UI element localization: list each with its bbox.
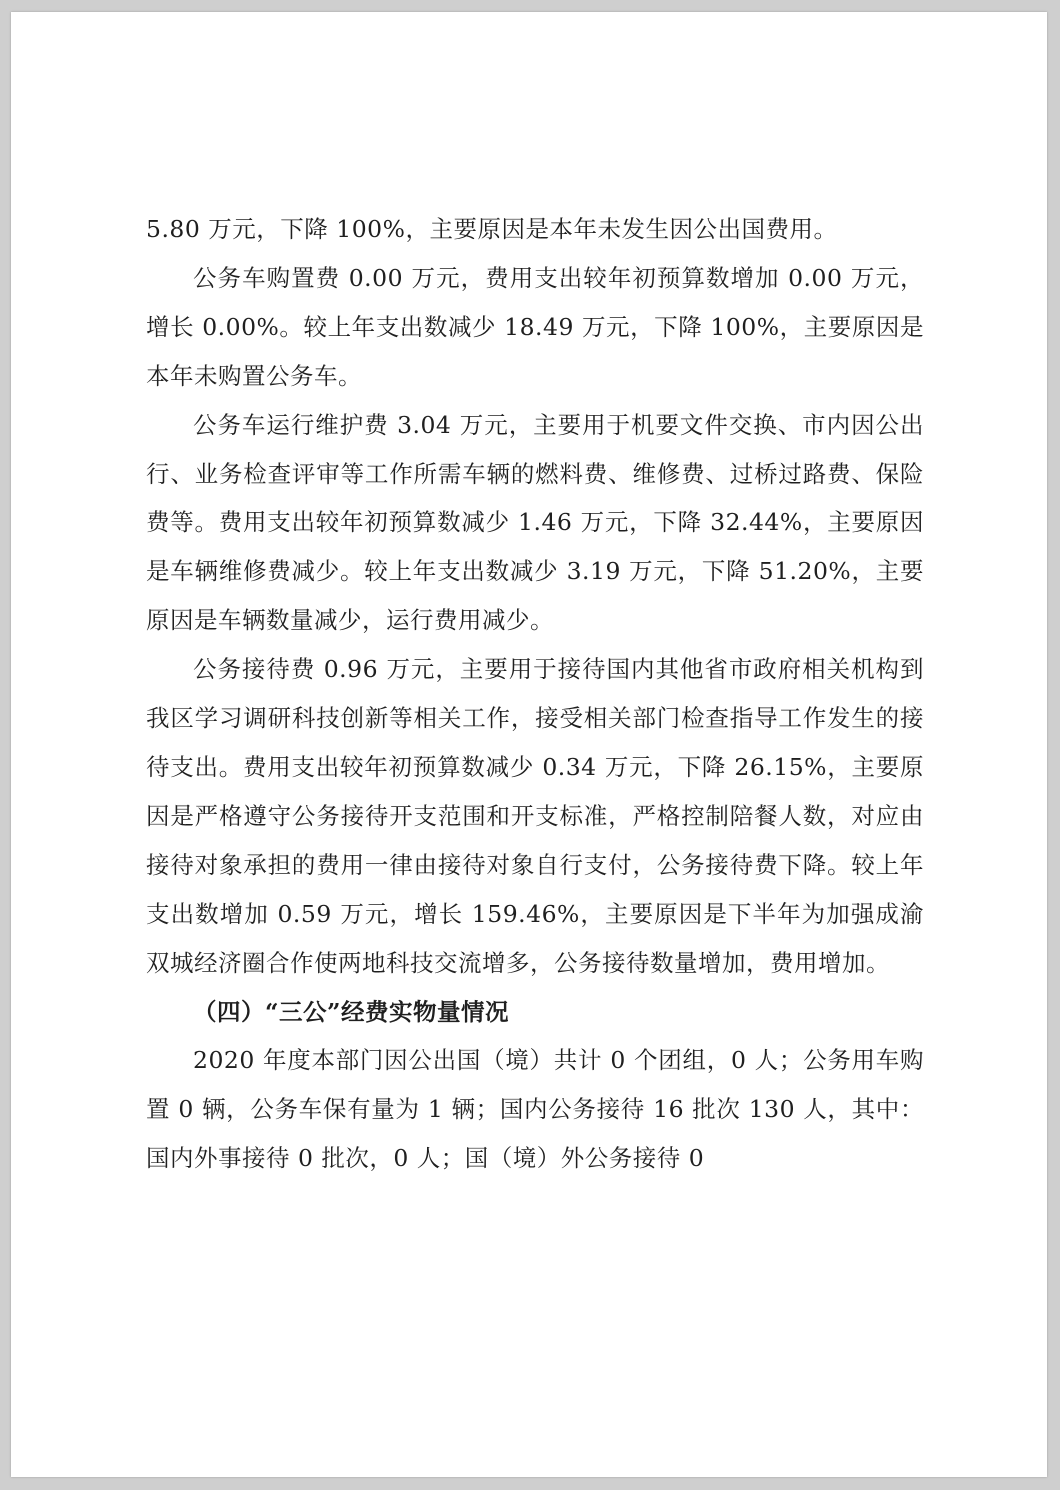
document-body <box>146 205 924 1183</box>
paragraph-vehicle-maintenance: 公务车运行维护费 3.04 万元，主要用于机要文件交换、市内因公出行、业务检查评审等工作所需车辆的燃料费、维修费、过桥过路费、保险费等。费用支出较年初预算数减少 1.46 万元，下降 32.44%，主要原因是车辆维修费减少。较上年支出数减少 3.19 万元，下降 51.20%，主要原因是车辆数量减少，运行费用减少。 <box>146 410 924 635</box>
paragraph-travel-abroad-tail: 5.80 万元，下降 100%，主要原因是本年未发生因公出国费用。 <box>146 215 838 243</box>
paragraph-physical-quantities: 2020 年度本部门因公出国（境）共计 0 个团组，0 人；公务用车购置 0 辆，公务车保有量为 1 辆；国内公务接待 16 批次 130 人，其中：国内外事接待 0 批次，0 人；国（境）外公务接待 0 <box>146 1046 924 1173</box>
paragraph-official-reception: 公务接待费 0.96 万元，主要用于接待国内其他省市政府相关机构到我区学习调研科技创新等相关工作，接受相关部门检查指导工作发生的接待支出。费用支出较年初预算数减少 0.34 万元，下降 26.15%，主要原因是严格遵守公务接待开支范围和开支标准，严格控制陪餐人数，对应由接待对象承担的费用一律由接待对象自行支付，公务接待费下降。较上年支出数增加 0.59 万元，增长 159.46%，主要原因是下半年为加强成渝双城经济圈合作使两地科技交流增多，公务接待数量增加，费用增加。 <box>146 655 924 977</box>
section-heading-physical-quantities: （四）“三公”经费实物量情况 <box>193 997 510 1026</box>
document-page <box>11 12 1047 1477</box>
paragraph-vehicle-purchase: 公务车购置费 0.00 万元，费用支出较年初预算数增加 0.00 万元，增长 0.00%。较上年支出数减少 18.49 万元，下降 100%，主要原因是本年未购置公务车。 <box>146 263 924 390</box>
